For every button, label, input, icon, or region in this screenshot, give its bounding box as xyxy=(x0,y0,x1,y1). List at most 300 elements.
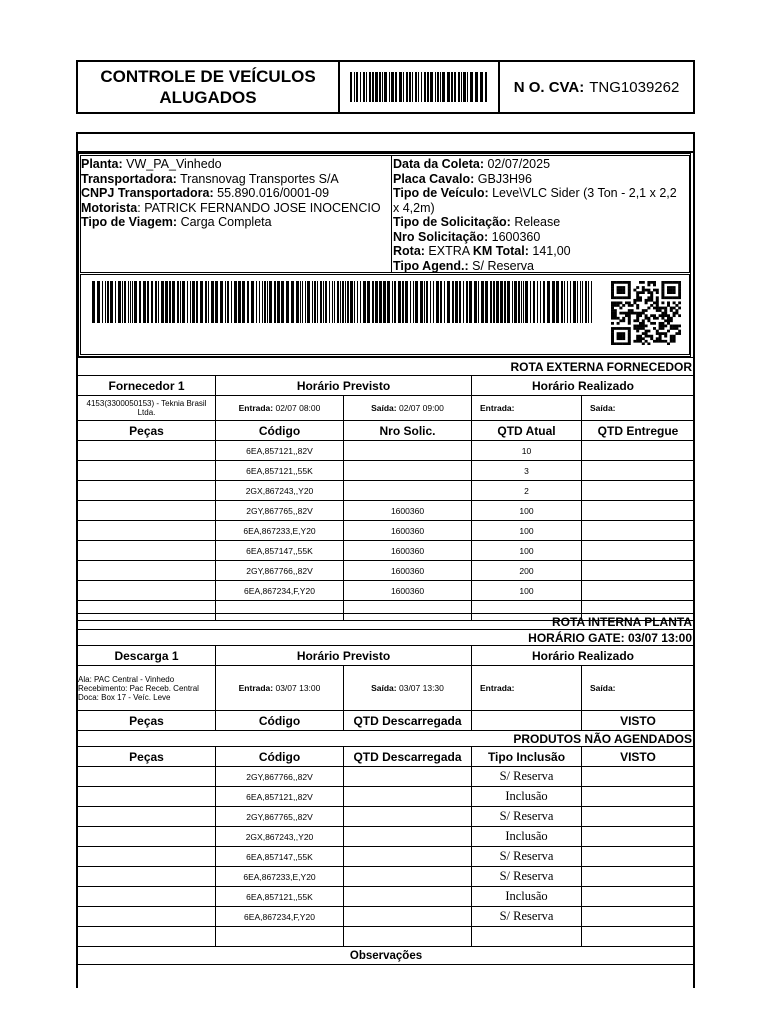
qr-module xyxy=(659,327,662,330)
pecas-cell xyxy=(78,581,216,601)
barcode-bar xyxy=(392,281,393,323)
tipo-inclusao-cell: S/ Reserva xyxy=(472,907,582,927)
barcode-bar xyxy=(485,281,488,323)
barcode-bar xyxy=(317,281,318,323)
qr-module xyxy=(667,281,670,284)
qr-module xyxy=(628,312,631,315)
barcode-bar xyxy=(262,281,263,323)
barcode-bar xyxy=(387,281,390,323)
qr-module xyxy=(653,327,656,330)
table-row xyxy=(78,521,695,541)
qr-module xyxy=(653,284,656,287)
table-row xyxy=(78,561,695,581)
codigo-cell: 2GY,867765,,82V xyxy=(216,807,344,827)
qr-module xyxy=(675,332,678,335)
qr-module xyxy=(633,301,636,304)
data-coleta-value: 02/07/2025 xyxy=(484,157,551,171)
codigo-cell: 6EA,857121,,55K xyxy=(216,887,344,907)
barcode-bar xyxy=(124,281,126,323)
barcode-bar xyxy=(134,281,137,323)
qr-module xyxy=(625,281,628,284)
qr-module xyxy=(628,304,631,307)
barcode-bar xyxy=(437,72,439,102)
barcode-bar xyxy=(564,281,565,323)
qr-module xyxy=(675,281,678,284)
barcode-bar xyxy=(130,281,131,323)
barcode-bar xyxy=(478,281,479,323)
pecas-cell xyxy=(78,787,216,807)
barcode-bar xyxy=(427,72,429,102)
qr-module xyxy=(639,337,642,340)
qr-module xyxy=(667,330,670,333)
qr-module xyxy=(647,281,650,284)
barcode-bar xyxy=(337,281,339,323)
qr-module xyxy=(678,330,681,333)
qr-module xyxy=(670,327,673,330)
codigo-cell: 6EA,857147,,55K xyxy=(216,541,344,561)
qr-module xyxy=(622,296,625,299)
barcode-bar xyxy=(481,281,484,323)
qr-module xyxy=(670,340,673,343)
nro-solic-cell: 1600360 xyxy=(344,521,472,541)
table-row xyxy=(78,541,695,561)
codigo-cell: 2GY,867766,,82V xyxy=(216,767,344,787)
barcode-bar xyxy=(466,281,468,323)
qr-module xyxy=(639,325,642,328)
barcode-bar xyxy=(291,281,294,323)
info-left xyxy=(81,157,391,230)
barcode-bar xyxy=(307,281,310,323)
barcode-bar xyxy=(300,281,301,323)
barcode-bar xyxy=(139,281,141,323)
qr-module xyxy=(619,327,622,330)
qr-module xyxy=(622,291,625,294)
qtd-entregue-cell xyxy=(582,521,695,541)
visto-cell xyxy=(582,847,695,867)
barcode-bar xyxy=(485,72,487,102)
barcode-bar xyxy=(507,281,510,323)
qr-module xyxy=(617,301,620,304)
qr-module xyxy=(614,342,617,345)
qr-module xyxy=(661,281,664,284)
qr-module xyxy=(614,301,617,304)
nro-solic-line xyxy=(393,230,690,245)
barcode-bar xyxy=(143,281,146,323)
barcode-bar xyxy=(360,281,361,323)
tipo-viagem-line xyxy=(81,215,391,230)
saida-realizada xyxy=(582,666,695,711)
qr-module xyxy=(642,289,645,292)
qr-module xyxy=(611,291,614,294)
horario-realizado-label: Horário Realizado xyxy=(472,376,695,396)
qr-module xyxy=(667,289,670,292)
qr-module xyxy=(675,296,678,299)
empty-cell xyxy=(472,927,582,947)
nro-solic-cell xyxy=(344,461,472,481)
saida-prevista-label: Saída: xyxy=(371,683,397,693)
table-row xyxy=(78,461,695,481)
qr-module xyxy=(667,314,670,317)
qr-module xyxy=(670,309,673,312)
placa-label: Placa Cavalo: xyxy=(393,171,475,186)
qr-module xyxy=(647,284,650,287)
qr-module xyxy=(656,309,659,312)
qr-module xyxy=(645,335,648,338)
qtd-entregue-cell xyxy=(582,461,695,481)
qr-module xyxy=(675,327,678,330)
barcode-bar xyxy=(305,281,306,323)
info-right xyxy=(393,157,690,273)
qr-module xyxy=(619,342,622,345)
qr-module xyxy=(639,281,642,284)
barcode-bar xyxy=(577,281,578,323)
nao-agendados-band: PRODUTOS NÃO AGENDADOS xyxy=(78,731,695,747)
barcode-bar xyxy=(177,281,179,323)
visto-cell xyxy=(582,867,695,887)
title-line2: ALUGADOS xyxy=(159,88,257,107)
qr-module xyxy=(670,319,673,322)
barcode-bar xyxy=(158,281,159,323)
tipo-solic-value: Release xyxy=(510,215,561,229)
barcode-bar xyxy=(281,281,284,323)
qr-module xyxy=(636,317,639,320)
planta-line xyxy=(81,157,391,172)
barcode-bar xyxy=(570,281,571,323)
barcode-bar xyxy=(391,72,394,102)
qr-module xyxy=(642,325,645,328)
pecas-cell xyxy=(78,867,216,887)
table-row xyxy=(78,441,695,461)
qr-module xyxy=(628,337,631,340)
qr-module xyxy=(647,330,650,333)
qr-module xyxy=(625,312,628,315)
qr-module xyxy=(628,332,631,335)
col-codigo: Código xyxy=(216,421,344,441)
qr-module xyxy=(631,304,634,307)
qr-module xyxy=(611,284,614,287)
barcode-bar xyxy=(375,72,378,102)
barcode-bar xyxy=(369,72,371,102)
horario-realizado-label: Horário Realizado xyxy=(472,646,695,666)
barcode-bar xyxy=(347,281,349,323)
qr-module xyxy=(647,335,650,338)
qr-module xyxy=(667,296,670,299)
qr-module xyxy=(611,322,614,325)
motorista-line xyxy=(81,201,391,216)
barcode-bar xyxy=(430,72,433,102)
recebimento-text: Recebimento: Pac Receb. Central xyxy=(78,683,199,693)
barcode-bar xyxy=(296,281,299,323)
qr-module xyxy=(625,342,628,345)
qr-module xyxy=(661,317,664,320)
qr-module xyxy=(656,304,659,307)
barcode-bar xyxy=(459,281,461,323)
qr-module xyxy=(617,291,620,294)
rota-line xyxy=(393,244,690,259)
qr-module xyxy=(628,340,631,343)
qr-module xyxy=(656,330,659,333)
saida-prevista xyxy=(344,666,472,711)
qtd-entregue-cell xyxy=(582,481,695,501)
qr-module xyxy=(656,299,659,302)
qr-module xyxy=(659,322,662,325)
codigo-cell: 6EA,867233,E,Y20 xyxy=(216,867,344,887)
qr-module xyxy=(664,296,667,299)
qr-module xyxy=(614,314,617,317)
qr-module xyxy=(673,286,676,289)
qr-module xyxy=(639,340,642,343)
qr-module xyxy=(678,307,681,310)
qr-module xyxy=(664,340,667,343)
barcode-bar xyxy=(147,281,149,323)
barcode-bar xyxy=(187,281,188,323)
qr-module xyxy=(622,332,625,335)
qr-module xyxy=(622,342,625,345)
qr-module xyxy=(653,281,656,284)
qr-module xyxy=(647,319,650,322)
qr-module xyxy=(673,325,676,328)
qr-module xyxy=(678,294,681,297)
placa-line xyxy=(393,172,690,187)
table-row xyxy=(78,867,695,887)
nro-solic-cell xyxy=(344,481,472,501)
qr-module xyxy=(625,296,628,299)
barcode-bar xyxy=(97,281,100,323)
qr-module xyxy=(628,319,631,322)
qr-module xyxy=(617,322,620,325)
qr-module xyxy=(667,322,670,325)
qr-module xyxy=(619,291,622,294)
barcode-bar xyxy=(259,281,260,323)
tipo-agend-value: S/ Reserva xyxy=(468,258,534,273)
qr-module xyxy=(611,304,614,307)
barcode-bar xyxy=(325,281,327,323)
main-frame-top xyxy=(76,132,695,134)
col-codigo: Código xyxy=(216,711,344,731)
qr-module xyxy=(667,319,670,322)
qr-module xyxy=(614,296,617,299)
barcode-bar xyxy=(110,281,113,323)
tipo-solic-line xyxy=(393,215,690,230)
barcode-bar xyxy=(372,281,374,323)
qr-module xyxy=(619,301,622,304)
qr-module xyxy=(611,335,614,338)
qr-module xyxy=(678,296,681,299)
qr-module xyxy=(661,327,664,330)
nro-solic-cell: 1600360 xyxy=(344,541,472,561)
table-row xyxy=(78,827,695,847)
barcode-bar xyxy=(334,281,335,323)
codigo-cell: 6EA,857121,,82V xyxy=(216,787,344,807)
barcode-bar xyxy=(220,281,223,323)
saida-prevista xyxy=(344,396,472,421)
qr-module xyxy=(678,291,681,294)
tipo-agend-label: Tipo Agend.: xyxy=(393,258,469,273)
entrada-prevista-value: 02/07 08:00 xyxy=(273,403,321,413)
tipo-veiculo-value: Leve\VLC Sider (3 Ton - 2,1 x 2,2 xyxy=(488,186,677,200)
ala-text: Ala: PAC Central - Vinhedo xyxy=(78,674,175,684)
qr-module xyxy=(639,314,642,317)
qr-module xyxy=(656,301,659,304)
saida-prevista-label: Saída: xyxy=(371,403,397,413)
qr-module xyxy=(667,286,670,289)
qr-module xyxy=(639,312,642,315)
qr-module xyxy=(656,289,659,292)
barcode-bar xyxy=(543,281,545,323)
qr-module xyxy=(661,301,664,304)
barcode-bar xyxy=(227,281,229,323)
qr-module xyxy=(619,337,622,340)
qr-module xyxy=(656,291,659,294)
qtd-descarregada-cell xyxy=(344,847,472,867)
barcode-bar xyxy=(269,281,272,323)
barcode-bar xyxy=(504,281,506,323)
qtd-atual-cell: 100 xyxy=(472,581,582,601)
barcode-bar xyxy=(556,281,559,323)
qr-module xyxy=(617,335,620,338)
qr-module xyxy=(619,289,622,292)
barcode-bar xyxy=(196,281,198,323)
qtd-atual-cell: 100 xyxy=(472,521,582,541)
entrada-prevista-value: 03/07 13:00 xyxy=(273,683,321,693)
qr-module xyxy=(611,289,614,292)
barcode-bar xyxy=(180,281,181,323)
qr-module xyxy=(659,309,662,312)
tipo-inclusao-cell: S/ Reserva xyxy=(472,767,582,787)
barcode-bar xyxy=(320,281,322,323)
barcode-bar xyxy=(192,281,195,323)
nro-solic-cell: 1600360 xyxy=(344,581,472,601)
qr-module xyxy=(622,319,625,322)
qr-module xyxy=(611,327,614,330)
barcode-bar xyxy=(413,281,414,323)
barcode-bar xyxy=(234,281,237,323)
qr-module xyxy=(628,301,631,304)
pecas-cell xyxy=(78,767,216,787)
qr-module xyxy=(622,312,625,315)
qr-module xyxy=(633,312,636,315)
barcode-bar xyxy=(521,281,522,323)
barcode-bar xyxy=(172,281,175,323)
qr-module xyxy=(659,307,662,310)
qtd-atual-cell: 100 xyxy=(472,501,582,521)
pecas-cell xyxy=(78,501,216,521)
barcode-bar xyxy=(461,72,462,102)
qr-module xyxy=(633,289,636,292)
qr-module xyxy=(653,340,656,343)
barcode-bar xyxy=(440,281,442,323)
qr-module xyxy=(661,291,664,294)
barcode-bar xyxy=(350,72,352,102)
col-pecas: Peças xyxy=(78,711,216,731)
codigo-cell: 2GY,867765,,82V xyxy=(216,501,344,521)
qtd-entregue-cell xyxy=(582,581,695,601)
page-title xyxy=(78,62,338,112)
qr-module xyxy=(659,337,662,340)
qtd-atual-cell: 2 xyxy=(472,481,582,501)
tipo-veiculo-line xyxy=(393,186,690,201)
qr-module xyxy=(619,296,622,299)
qr-module xyxy=(628,317,631,320)
qr-module xyxy=(670,286,673,289)
qr-module xyxy=(636,327,639,330)
entrada-prevista xyxy=(216,666,344,711)
barcode-bar xyxy=(433,281,434,323)
tipo-inclusao-cell: S/ Reserva xyxy=(472,847,582,867)
doca-text: Doca: Box 17 - Veíc. Leve xyxy=(78,692,171,702)
qr-module xyxy=(639,296,642,299)
nro-solic-cell: 1600360 xyxy=(344,561,472,581)
horario-previsto-label: Horário Previsto xyxy=(216,646,472,666)
qr-module xyxy=(636,325,639,328)
entrada-realizada-label: Entrada: xyxy=(480,403,515,413)
qr-module xyxy=(647,342,650,345)
qr-module xyxy=(628,314,631,317)
barcode-bar xyxy=(436,281,439,323)
entrada-realizada xyxy=(472,666,582,711)
barcode-bar xyxy=(426,281,428,323)
qr-module xyxy=(675,312,678,315)
qr-module xyxy=(614,281,617,284)
qr-module xyxy=(647,289,650,292)
barcode-bar xyxy=(314,281,316,323)
qr-module xyxy=(639,322,642,325)
col-visto: VISTO xyxy=(582,747,695,767)
saida-realizada-label: Saída: xyxy=(590,403,616,413)
barcode-bar xyxy=(389,72,390,102)
col-pecas: Peças xyxy=(78,421,216,441)
qr-module xyxy=(661,294,664,297)
qr-module xyxy=(611,340,614,343)
qr-module xyxy=(617,304,620,307)
visto-cell xyxy=(582,887,695,907)
qr-module xyxy=(645,330,648,333)
tipo-inclusao-cell: S/ Reserva xyxy=(472,807,582,827)
barcode-bar xyxy=(447,281,450,323)
barcode-bar xyxy=(375,281,378,323)
barcode-bar xyxy=(552,281,555,323)
qr-module xyxy=(619,335,622,338)
tipo-agend-line xyxy=(393,259,690,274)
barcode-bar xyxy=(231,281,232,323)
visto-cell xyxy=(582,767,695,787)
rota-interna-band: ROTA INTERNA PLANTA xyxy=(78,614,695,630)
empty-cell xyxy=(472,711,582,731)
saida-realizada-label: Saída: xyxy=(590,683,616,693)
cva-number xyxy=(500,62,693,112)
qr-module xyxy=(628,335,631,338)
qr-module xyxy=(645,325,648,328)
barcode-bar xyxy=(329,281,330,323)
qr-module xyxy=(650,314,653,317)
qr-module xyxy=(667,342,670,345)
barcode-bar xyxy=(312,281,313,323)
qr-module xyxy=(675,325,678,328)
qr-module xyxy=(619,286,622,289)
barcode-bar xyxy=(406,72,408,102)
qr-module xyxy=(628,327,631,330)
pecas-cell xyxy=(78,541,216,561)
qr-module xyxy=(659,335,662,338)
cva-value: TNG1039262 xyxy=(589,78,680,96)
qr-module xyxy=(675,309,678,312)
table-row xyxy=(78,847,695,867)
barcode-bar xyxy=(225,281,226,323)
barcode-bar xyxy=(118,281,121,323)
tipo-inclusao-cell: Inclusão xyxy=(472,887,582,907)
qr-module xyxy=(667,317,670,320)
qr-module xyxy=(661,325,664,328)
